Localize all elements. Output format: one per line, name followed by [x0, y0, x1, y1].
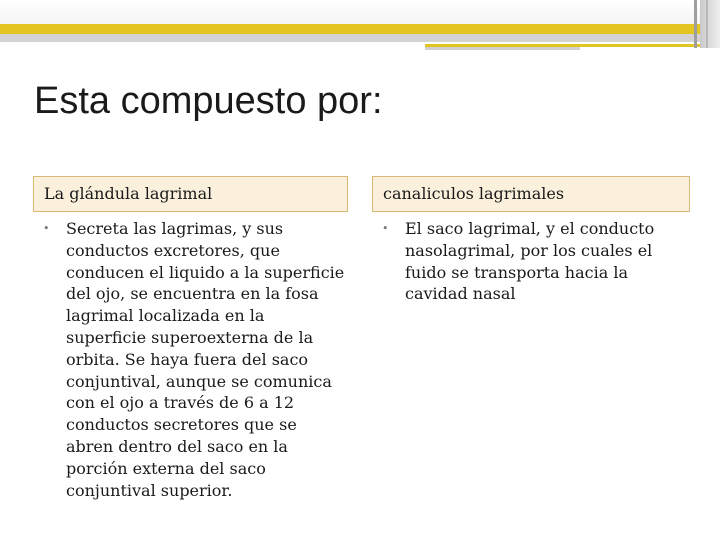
column-header-right: canaliculos lagrimales: [372, 176, 690, 212]
column-header-left: La glándula lagrimal: [33, 176, 348, 212]
bullet-text: Secreta las lagrimas, y sus conductos excretores, que conducen el liquido a la superficie del ojo, se encuentra en la fosa lagrimal localizada en la superficie superoexterna de la orbita. Se haya fuera del saco conjuntival, aunque se comunica con el ojo a través de 6 a 12 conductos secretores que se abren dentro del saco en la porción externa del saco conjuntival superior.: [66, 219, 345, 500]
thin-gray-line: [425, 47, 580, 50]
corner-stripe: [694, 0, 697, 48]
top-gradient-band: [0, 0, 720, 24]
corner-decoration: [700, 0, 720, 48]
bullet-text: El saco lagrimal, y el conducto nasolagrimal, por los cuales el fuido se transporta hacia la cavidad nasal: [405, 219, 655, 304]
corner-stripe: [706, 0, 708, 48]
slide-title: Esta compuesto por:: [34, 80, 383, 122]
bullet-item: [372, 218, 690, 305]
bullet-item: [33, 218, 348, 501]
top-gray-band: [0, 34, 720, 42]
column-content-right: [372, 218, 690, 305]
bullet-icon: •: [43, 222, 50, 235]
bullet-icon: •: [382, 222, 389, 235]
top-accent-bar: [0, 24, 700, 34]
column-content-left: [33, 218, 348, 501]
